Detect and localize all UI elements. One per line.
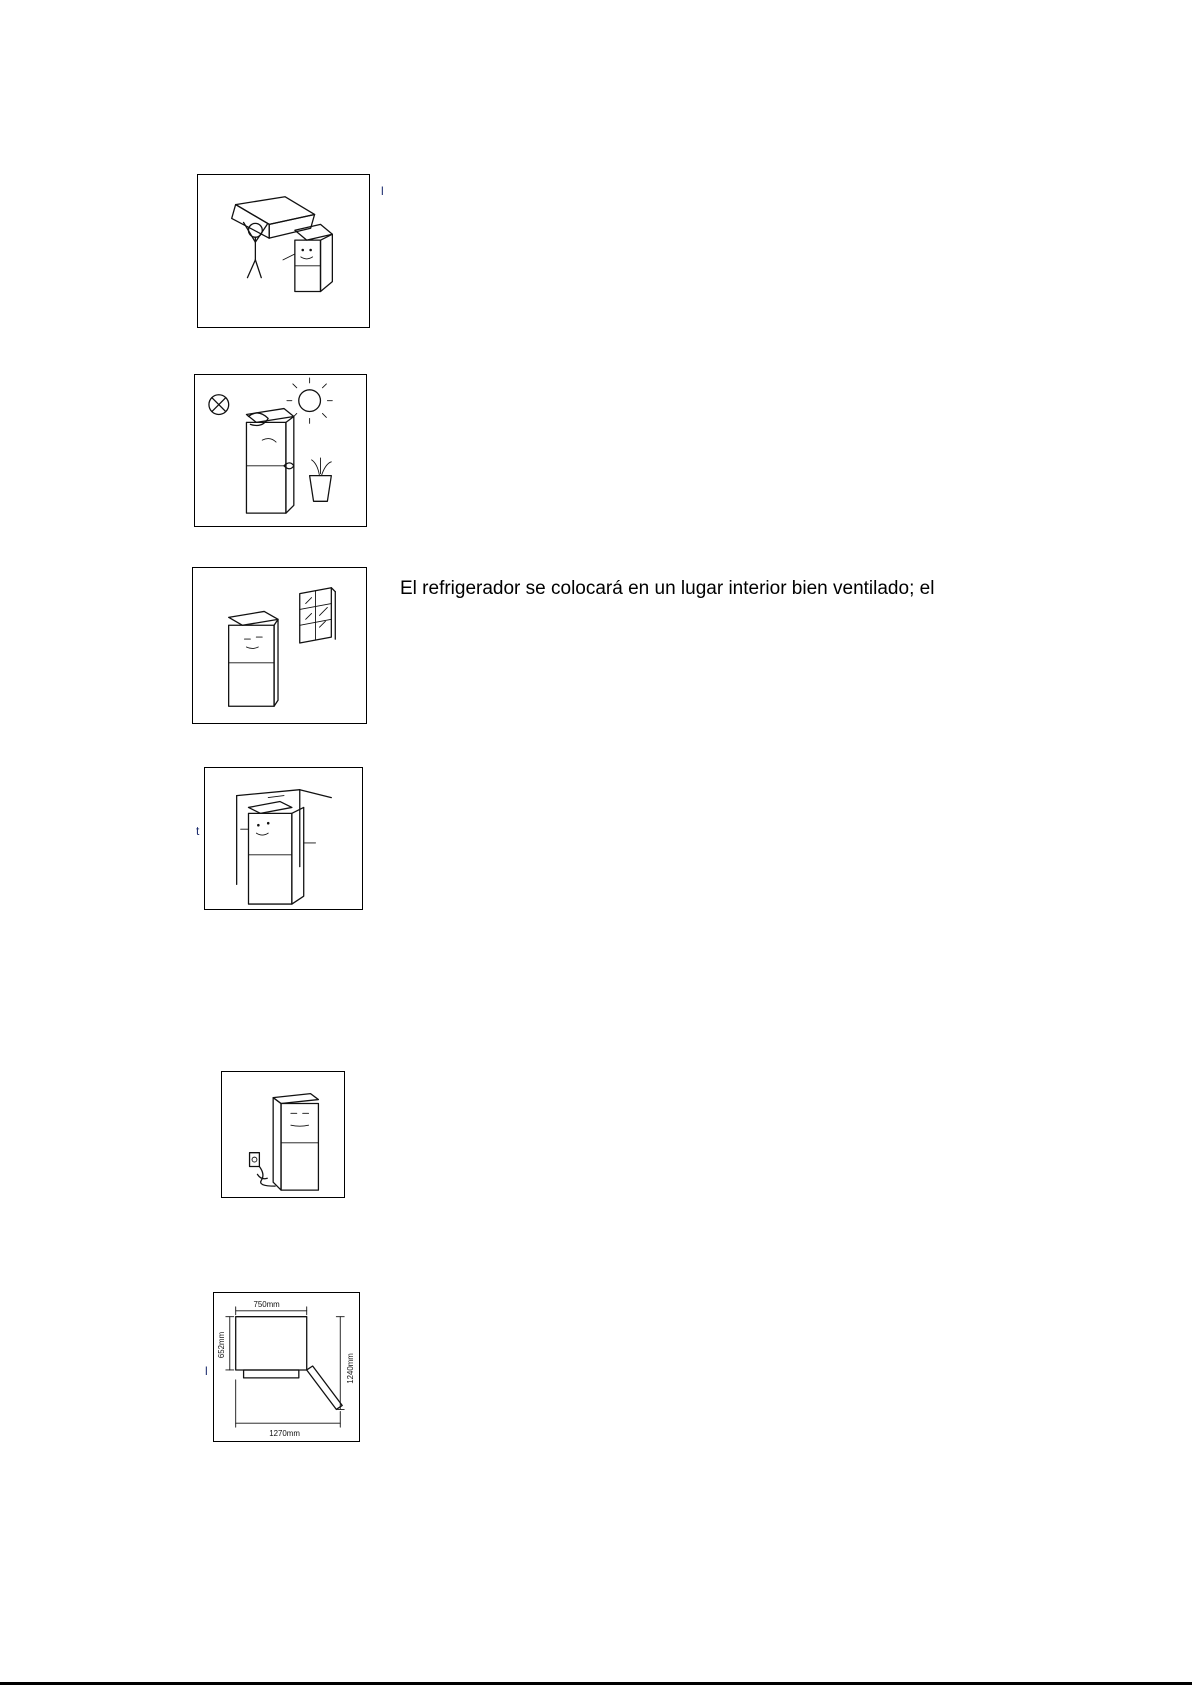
figure-power-outlet [221, 1071, 345, 1198]
ventilation-illustration [193, 568, 366, 723]
margin-mark: t [196, 824, 200, 838]
figure-clearance [204, 767, 363, 910]
lifting-illustration [198, 175, 369, 327]
power-outlet-icon [250, 1153, 260, 1167]
power-outlet-illustration [222, 1072, 344, 1197]
page-bottom-rule [0, 1682, 1192, 1685]
margin-mark: l [205, 1364, 208, 1378]
clearance-illustration [205, 768, 362, 909]
figure-dimensions [213, 1292, 360, 1442]
width-dimension-label: 750mm [253, 1299, 280, 1309]
figure-lifting [197, 174, 370, 328]
figure-ventilation [192, 567, 367, 724]
height-dimension-label: 1240mm [346, 1353, 356, 1384]
no-sunlight-illustration [195, 375, 366, 526]
depth-dimension-label: 652mm [216, 1331, 226, 1359]
open-width-dimension-label: 1270mm [269, 1429, 300, 1439]
dimensions-diagram [214, 1293, 359, 1441]
sun-icon [299, 390, 321, 412]
margin-mark: l [381, 184, 384, 198]
figure-no-sunlight [194, 374, 367, 527]
instruction-text: El refrigerador se colocará en un lugar interior bien ventilado; el [400, 578, 935, 599]
